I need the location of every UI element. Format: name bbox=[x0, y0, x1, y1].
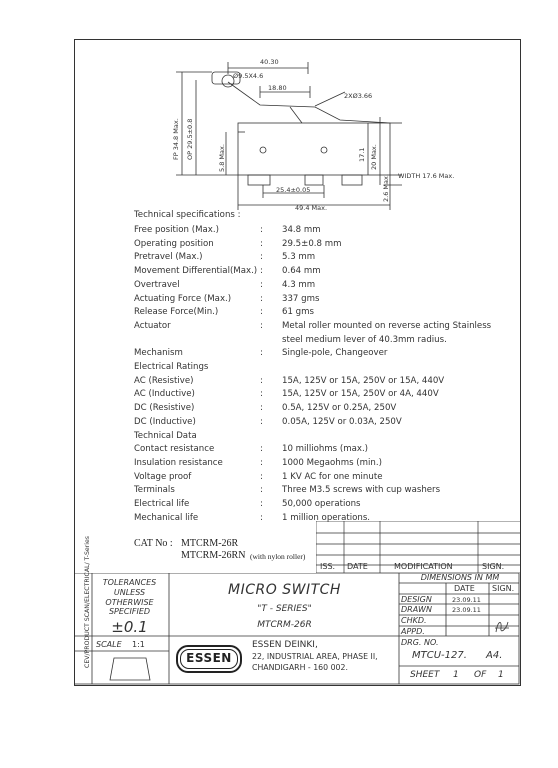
spec-label: Electrical Ratings bbox=[134, 362, 209, 372]
dim-holes: 2XØ3.66 bbox=[344, 92, 373, 100]
cat-item-2: MTCRM-26RN bbox=[181, 550, 246, 561]
dim-width: WIDTH 17.6 Max. bbox=[398, 172, 455, 180]
design-date: 23.09.11 bbox=[452, 596, 481, 604]
spec-colon: : bbox=[260, 252, 263, 263]
mount-hole-left bbox=[260, 147, 266, 153]
sheet-label: SHEET bbox=[410, 670, 440, 680]
tol-line-4: SPECIFIED bbox=[108, 607, 151, 616]
spec-label: Terminals bbox=[134, 485, 175, 496]
spec-label: Release Force(Min.) bbox=[134, 307, 219, 318]
spec-value: 29.5±0.8 mm bbox=[282, 238, 342, 249]
switch-body bbox=[238, 123, 390, 175]
spec-value: 50,000 operations bbox=[282, 499, 361, 509]
spec-value: Three M3.5 screws with cup washers bbox=[282, 485, 441, 496]
spec-label: Mechanical life bbox=[134, 512, 199, 523]
spec-label: Voltage proof bbox=[134, 471, 192, 482]
spec-colon: : bbox=[260, 348, 263, 359]
spec-label: DC (Inductive) bbox=[134, 416, 196, 427]
spec-colon: : bbox=[260, 389, 263, 400]
drawn-date: 23.09.11 bbox=[452, 606, 481, 614]
drg-size: A4. bbox=[486, 650, 503, 661]
switch-drawing bbox=[140, 50, 520, 220]
logo-text: ESSEN bbox=[186, 651, 232, 665]
spec-value: steel medium lever of 40.3mm radius. bbox=[282, 334, 447, 345]
spec-colon: : bbox=[260, 499, 263, 509]
drg-number: MTCU-127. bbox=[412, 650, 467, 661]
spec-colon: : bbox=[260, 444, 263, 455]
tol-line-2: UNLESS bbox=[113, 588, 146, 597]
spec-value: 0.05A, 125V or 0.03A, 250V bbox=[282, 416, 402, 427]
spec-value: 34.8 mm bbox=[282, 225, 321, 235]
spec-value: 4.3 mm bbox=[282, 279, 316, 290]
specs-heading: Technical specifications : bbox=[134, 210, 241, 220]
scale-label: SCALE bbox=[96, 640, 122, 649]
spec-value: 10 milliohms (max.) bbox=[282, 444, 369, 455]
sign-header: SIGN. bbox=[492, 584, 515, 593]
spec-label: Pretravel (Max.) bbox=[134, 252, 203, 263]
spec-value: 1000 Megaohms (min.) bbox=[282, 457, 382, 468]
spec-label: DC (Resistive) bbox=[134, 403, 195, 414]
dim-op: OP 29.5±0.8 bbox=[186, 118, 194, 160]
spec-value: 61 gms bbox=[282, 307, 314, 318]
spec-label: Actuating Force (Max.) bbox=[134, 293, 232, 304]
spec-label: Operating position bbox=[134, 238, 214, 249]
spec-colon: : bbox=[260, 279, 263, 290]
appd-label: APPD. bbox=[401, 627, 425, 636]
drawing-series: "T - SERIES" bbox=[257, 604, 312, 614]
chkd-label: CHKD. bbox=[401, 616, 427, 625]
mount-hole-right bbox=[321, 147, 327, 153]
spec-value: 1 million operations. bbox=[282, 512, 371, 523]
spec-colon: : bbox=[260, 225, 263, 235]
spec-colon: : bbox=[260, 238, 263, 249]
side-text: CEV/PRODUCT SCAN/ELECTRICAL/ T-Series bbox=[84, 535, 91, 668]
spec-value: 0.64 mm bbox=[282, 266, 321, 277]
rev-date: DATE bbox=[347, 562, 368, 571]
spec-label: Electrical life bbox=[134, 499, 190, 509]
dim-49-4: 49.4 Max. bbox=[295, 204, 328, 212]
dim-20: 20 Max. bbox=[370, 144, 378, 170]
spec-label: Mechanism bbox=[134, 348, 183, 359]
dim-fp: FP 34.8 Max. bbox=[172, 118, 180, 160]
spec-colon: : bbox=[260, 416, 263, 427]
spec-value: Metal roller mounted on reverse acting Stainless bbox=[282, 320, 492, 331]
spec-label: Contact resistance bbox=[134, 444, 215, 455]
company-address-2: CHANDIGARH - 160 002. bbox=[252, 663, 348, 672]
drawing-title: MICRO SWITCH bbox=[228, 582, 341, 598]
spec-label: Technical Data bbox=[134, 430, 197, 441]
rev-modification: MODIFICATION bbox=[394, 562, 453, 571]
spec-colon: : bbox=[260, 293, 263, 304]
rev-iss: ISS. bbox=[320, 562, 336, 571]
tol-line-1: TOLERANCES bbox=[102, 578, 157, 587]
spec-colon: : bbox=[260, 375, 263, 386]
rev-sign: SIGN. bbox=[482, 562, 505, 571]
dim-25-4: 25.4±0.05 bbox=[276, 186, 311, 194]
spec-value: Single-pole, Changeover bbox=[282, 348, 388, 359]
spec-value: 337 gms bbox=[282, 293, 320, 304]
dim-40-30: 40.30 bbox=[260, 58, 279, 66]
spec-label: Overtravel bbox=[134, 279, 180, 290]
dim-17-1: 17.1 bbox=[358, 147, 366, 162]
tol-line-3: OTHERWISE bbox=[105, 598, 154, 607]
spec-colon: : bbox=[260, 320, 263, 331]
company-address-1: 22, INDUSTRIAL AREA, PHASE II, bbox=[252, 652, 378, 661]
spec-value: 15A, 125V or 15A, 250V or 15A, 440V bbox=[282, 375, 445, 386]
sheet-total: 1 bbox=[498, 670, 504, 680]
spec-label: Actuator bbox=[134, 320, 171, 331]
spec-label: AC (Inductive) bbox=[134, 389, 195, 400]
drg-label: DRG. NO. bbox=[401, 638, 439, 647]
spec-colon: : bbox=[260, 485, 263, 496]
spec-label: Insulation resistance bbox=[134, 457, 223, 468]
spec-colon: : bbox=[260, 471, 263, 482]
sheet-number: 1 bbox=[453, 670, 459, 680]
spec-label: Movement Differential(Max.) bbox=[134, 266, 258, 277]
spec-label: AC (Resistive) bbox=[134, 375, 194, 386]
spec-value: 1 KV AC for one minute bbox=[282, 471, 383, 482]
spec-colon: : bbox=[260, 512, 263, 523]
spec-colon: : bbox=[260, 457, 263, 468]
cat-label: CAT No : bbox=[134, 538, 173, 549]
spec-colon: : bbox=[260, 266, 263, 277]
spec-colon: : bbox=[260, 307, 263, 318]
signature-icon bbox=[492, 616, 512, 636]
date-header: DATE bbox=[454, 584, 475, 593]
spec-colon: : bbox=[260, 403, 263, 414]
scale-value: 1:1 bbox=[132, 640, 145, 649]
cat-item-2-note: (with nylon roller) bbox=[250, 552, 306, 561]
sheet-of: OF bbox=[474, 670, 487, 680]
actuator-lever bbox=[228, 82, 390, 123]
spec-value: 5.3 mm bbox=[282, 252, 316, 263]
essen-logo bbox=[176, 645, 242, 673]
dims-in: DIMENSIONS IN MM bbox=[420, 573, 500, 582]
dim-2-6: 2.6 Max. bbox=[382, 174, 390, 202]
dim-18-80: 18.80 bbox=[268, 84, 287, 92]
design-label: DESIGN bbox=[401, 595, 432, 604]
cat-item-1: MTCRM-26R bbox=[181, 538, 239, 549]
dim-roller: Ø9.5X4.6 bbox=[233, 72, 264, 80]
company-name: ESSEN DEINKI, bbox=[252, 640, 318, 650]
tol-value: ±0.1 bbox=[111, 618, 148, 636]
spec-label: Free position (Max.) bbox=[134, 225, 219, 235]
drawing-model: MTCRM-26R bbox=[257, 620, 312, 630]
spec-value: 0.5A, 125V or 0.25A, 250V bbox=[282, 403, 397, 414]
spec-value: 15A, 125V or 15A, 250V or 4A, 440V bbox=[282, 389, 439, 400]
drawn-label: DRAWN bbox=[401, 605, 432, 614]
dim-5-8: 5.8 Max. bbox=[218, 144, 226, 172]
